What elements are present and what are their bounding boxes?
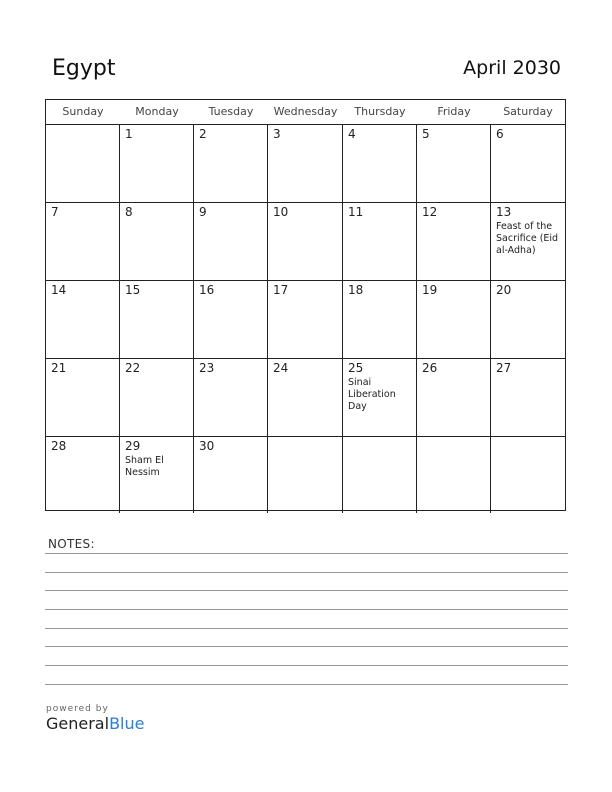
notes-line bbox=[45, 684, 568, 685]
day-cell bbox=[120, 281, 194, 359]
day-cell bbox=[268, 437, 343, 513]
day-number: 30 bbox=[199, 439, 215, 453]
day-cell bbox=[268, 125, 343, 203]
notes-label: NOTES: bbox=[48, 537, 95, 551]
day-cell bbox=[194, 203, 268, 281]
day-cell bbox=[194, 359, 268, 437]
day-cell bbox=[343, 437, 417, 513]
brand-logo bbox=[46, 714, 144, 733]
day-cell bbox=[120, 359, 194, 437]
day-number: 12 bbox=[422, 205, 438, 219]
day-number: 10 bbox=[273, 205, 289, 219]
day-number: 4 bbox=[348, 127, 356, 141]
day-cell bbox=[194, 281, 268, 359]
day-cell bbox=[120, 437, 194, 513]
day-number: 27 bbox=[496, 361, 512, 375]
day-number: 9 bbox=[199, 205, 207, 219]
day-number: 2 bbox=[199, 127, 207, 141]
month-year-title: April 2030 bbox=[463, 57, 561, 79]
day-cell bbox=[268, 281, 343, 359]
weekday-label: Tuesday bbox=[208, 105, 254, 118]
day-number: 14 bbox=[51, 283, 67, 297]
day-cell bbox=[120, 203, 194, 281]
day-number: 26 bbox=[422, 361, 438, 375]
holiday-label: Sinai Liberation Day bbox=[348, 377, 396, 412]
notes-line bbox=[45, 590, 568, 591]
day-cell bbox=[268, 203, 343, 281]
day-cell bbox=[194, 125, 268, 203]
country-title: Egypt bbox=[52, 56, 116, 81]
weekday-label: Sunday bbox=[62, 105, 104, 118]
day-cell bbox=[343, 125, 417, 203]
notes-line bbox=[45, 665, 568, 666]
day-cell bbox=[417, 125, 491, 203]
day-cell bbox=[120, 125, 194, 203]
day-number: 21 bbox=[51, 361, 67, 375]
day-number: 20 bbox=[496, 283, 512, 297]
calendar-grid bbox=[45, 99, 566, 511]
day-number: 11 bbox=[348, 205, 364, 219]
notes-line bbox=[45, 572, 568, 573]
day-cell bbox=[268, 359, 343, 437]
notes-line bbox=[45, 646, 568, 647]
weekday-label: Thursday bbox=[354, 105, 406, 118]
day-number: 15 bbox=[125, 283, 141, 297]
day-cell bbox=[46, 125, 120, 203]
day-number: 13 bbox=[496, 205, 512, 219]
day-cell bbox=[417, 281, 491, 359]
weekday-label: Saturday bbox=[503, 105, 553, 118]
notes-line bbox=[45, 553, 568, 554]
day-number: 25 bbox=[348, 361, 364, 375]
brand-part1: General bbox=[46, 714, 110, 733]
day-number: 5 bbox=[422, 127, 430, 141]
brand-footer bbox=[46, 704, 144, 733]
day-cell bbox=[417, 203, 491, 281]
day-cell bbox=[491, 437, 565, 513]
day-number: 16 bbox=[199, 283, 215, 297]
day-cell bbox=[491, 359, 565, 437]
weekday-header bbox=[46, 100, 565, 125]
day-cell bbox=[343, 359, 417, 437]
notes-line bbox=[45, 628, 568, 629]
day-cell bbox=[194, 437, 268, 513]
day-cell bbox=[491, 281, 565, 359]
day-number: 28 bbox=[51, 439, 67, 453]
day-number: 29 bbox=[125, 439, 141, 453]
brand-part2: Blue bbox=[109, 714, 145, 733]
day-cell bbox=[491, 125, 565, 203]
day-number: 17 bbox=[273, 283, 289, 297]
day-cell bbox=[417, 437, 491, 513]
powered-by-text: powered by bbox=[46, 704, 109, 714]
day-number: 7 bbox=[51, 205, 59, 219]
day-number: 23 bbox=[199, 361, 215, 375]
day-number: 6 bbox=[496, 127, 504, 141]
day-cell bbox=[343, 281, 417, 359]
day-number: 22 bbox=[125, 361, 141, 375]
day-cell bbox=[46, 203, 120, 281]
holiday-label: Feast of the Sacrifice (Eid al-Adha) bbox=[496, 221, 559, 256]
weekday-label: Wednesday bbox=[273, 105, 338, 118]
day-cell bbox=[417, 359, 491, 437]
day-cell bbox=[46, 437, 120, 513]
notes-line bbox=[45, 609, 568, 610]
day-number: 19 bbox=[422, 283, 438, 297]
weekday-label: Friday bbox=[437, 105, 471, 118]
day-cell bbox=[491, 203, 565, 281]
day-number: 3 bbox=[273, 127, 281, 141]
calendar-body bbox=[46, 125, 565, 513]
weekday-label: Monday bbox=[135, 105, 179, 118]
day-cell bbox=[343, 203, 417, 281]
day-number: 24 bbox=[273, 361, 289, 375]
day-cell bbox=[46, 281, 120, 359]
day-number: 1 bbox=[125, 127, 133, 141]
day-cell bbox=[46, 359, 120, 437]
day-number: 8 bbox=[125, 205, 133, 219]
holiday-label: Sham El Nessim bbox=[125, 455, 164, 478]
day-number: 18 bbox=[348, 283, 364, 297]
